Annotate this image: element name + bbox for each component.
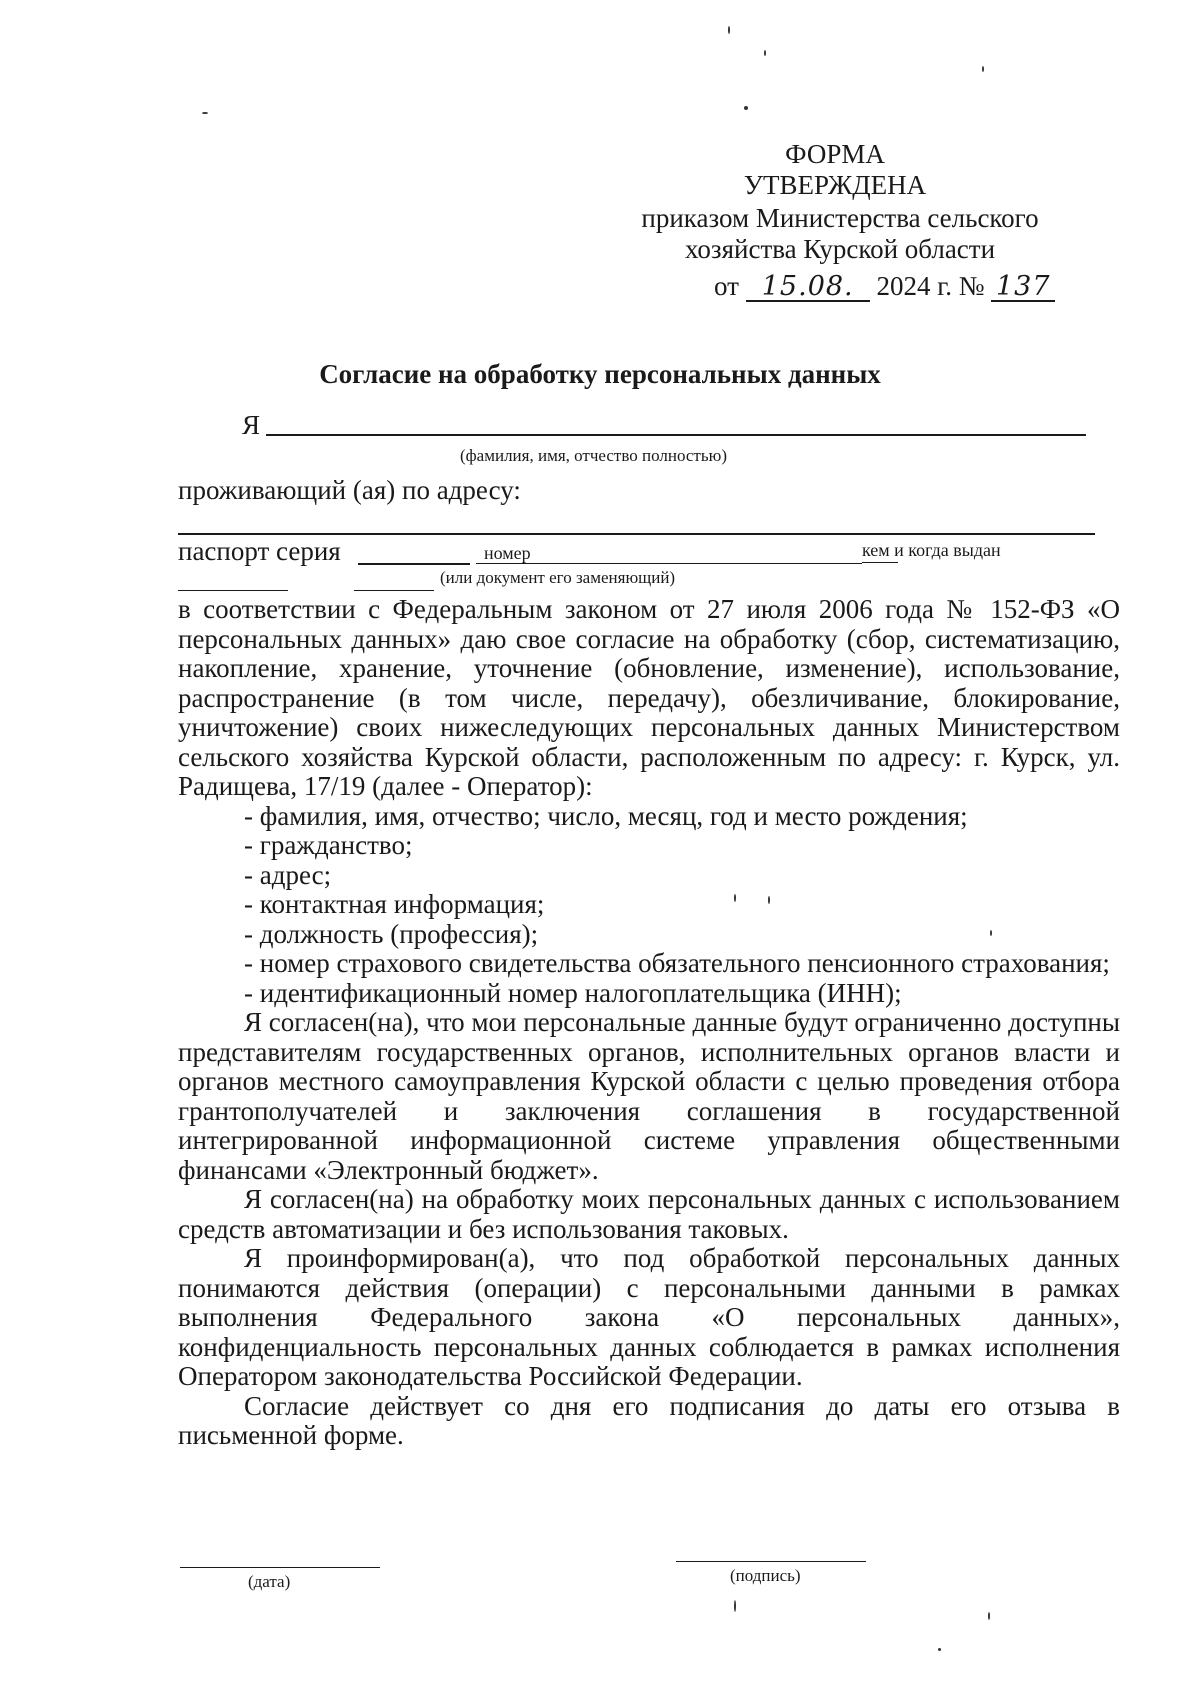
approval-order-block <box>610 203 1070 265</box>
scan-speck <box>768 896 770 904</box>
approval-number-value: 137 <box>991 274 1055 302</box>
scan-speck <box>734 894 736 902</box>
address-label: проживающий (ая) по адресу: <box>178 475 521 505</box>
data-list-item-fio: - фамилия, имя, отчество; число, месяц, год и место рождения; <box>244 800 968 831</box>
data-list-item-address: - адрес; <box>244 859 332 890</box>
approval-block <box>600 139 1060 201</box>
passport-number-line[interactable] <box>476 563 862 564</box>
approval-order-line: приказом Министерства сельского <box>641 203 1039 233</box>
address-field-line[interactable] <box>178 533 1095 535</box>
data-list-item-contacts: - контактная информация; <box>244 889 545 919</box>
passport-series-line[interactable] <box>358 563 470 565</box>
date-caption: (дата) <box>248 1572 291 1591</box>
approval-year: 2024 г. № <box>876 271 985 301</box>
consent-paragraph-validity: Согласие действует со дня его подписания до даты его отзыва в письменной форме. <box>178 1390 1120 1450</box>
consent-paragraph-law: в соответствии с Федеральным законом от 27 июля 2006 года № 152-ФЗ «О персональных данных» даю свое согласие на обработку (сбор, систематизацию, накопление, хранение, уточнение (обновление, изменение), использование, распространение (в том числе, передачу), обезличивание, блокирование, уничтожение) своих нижеследующих персональных данных Министерством сельского хозяйства Курской области, расположенным по адресу: г. Курск, ул. Радищева, 17/19 (далее - Оператор): <box>178 594 1120 801</box>
scan-speck <box>728 26 730 34</box>
issued-label: кем и когда выдан <box>862 540 1001 560</box>
data-list-item-citizenship: - гражданство; <box>244 830 413 860</box>
passport-label: паспорт серия <box>178 536 341 566</box>
signature-caption: (подпись) <box>730 1566 801 1585</box>
passport-issued-line-mid[interactable] <box>354 590 434 591</box>
scan-speck <box>990 930 992 936</box>
scan-speck <box>744 106 748 110</box>
passport-number-label: номер <box>484 543 531 563</box>
name-field-line[interactable] <box>266 434 1086 436</box>
doc-caption: (или документ его заменяющий) <box>440 568 676 587</box>
document-title: Согласие на обработку персональных данных <box>319 359 881 389</box>
data-list-item-snils: - номер страхового свидетельства обязательного пенсионного страхования; <box>244 948 1110 978</box>
scan-speck <box>938 1648 941 1651</box>
approval-date-prefix: от <box>714 271 739 301</box>
scan-speck <box>988 1612 990 1620</box>
approval-date-value: 15.08. <box>746 274 870 302</box>
date-signature-line[interactable] <box>180 1567 380 1568</box>
approval-date-line <box>714 270 1055 302</box>
scan-speck <box>202 112 208 114</box>
passport-issued-line-left[interactable] <box>178 590 288 591</box>
consent-body <box>178 595 1120 1451</box>
approval-approved-label: УТВЕРЖДЕНА <box>743 170 927 200</box>
name-label: Я <box>242 410 261 440</box>
signature-line[interactable] <box>676 1561 866 1562</box>
scan-speck <box>764 50 766 56</box>
approval-form-label: ФОРМА <box>785 139 885 169</box>
issued-underline <box>862 562 898 563</box>
scan-speck <box>982 66 984 72</box>
data-list-item-inn: - идентификационный номер налогоплательщика (ИНН); <box>244 977 902 1008</box>
consent-paragraph-access: Я согласен(на), что мои персональные данные будут ограниченно доступны представителям государственных органов, исполнительных органов власти и органов местного самоуправления Курской области с целью проведения отбора грантополучателей и заключения соглашения в государственной интегрированной информационной системе управления общественными финансами «Электронный бюджет». <box>178 1007 1120 1185</box>
consent-paragraph-informed: Я проинформирован(а), что под обработкой персональных данных понимаются действия (операции) с персональными данными в рамках выполнения Федерального закона «О персональных данных», конфиденциальность персональных данных соблюдается в рамках исполнения Оператором законодательства Российской Федерации. <box>178 1243 1120 1391</box>
fio-caption: (фамилия, имя, отчество полностью) <box>460 446 727 465</box>
data-list-item-position: - должность (профессия); <box>244 918 539 949</box>
scan-speck <box>734 1600 736 1612</box>
approval-ministry-line: хозяйства Курской области <box>684 234 996 264</box>
consent-paragraph-automation: Я согласен(на) на обработку моих персональных данных с использованием средств автоматизации и без использования таковых. <box>178 1184 1120 1244</box>
